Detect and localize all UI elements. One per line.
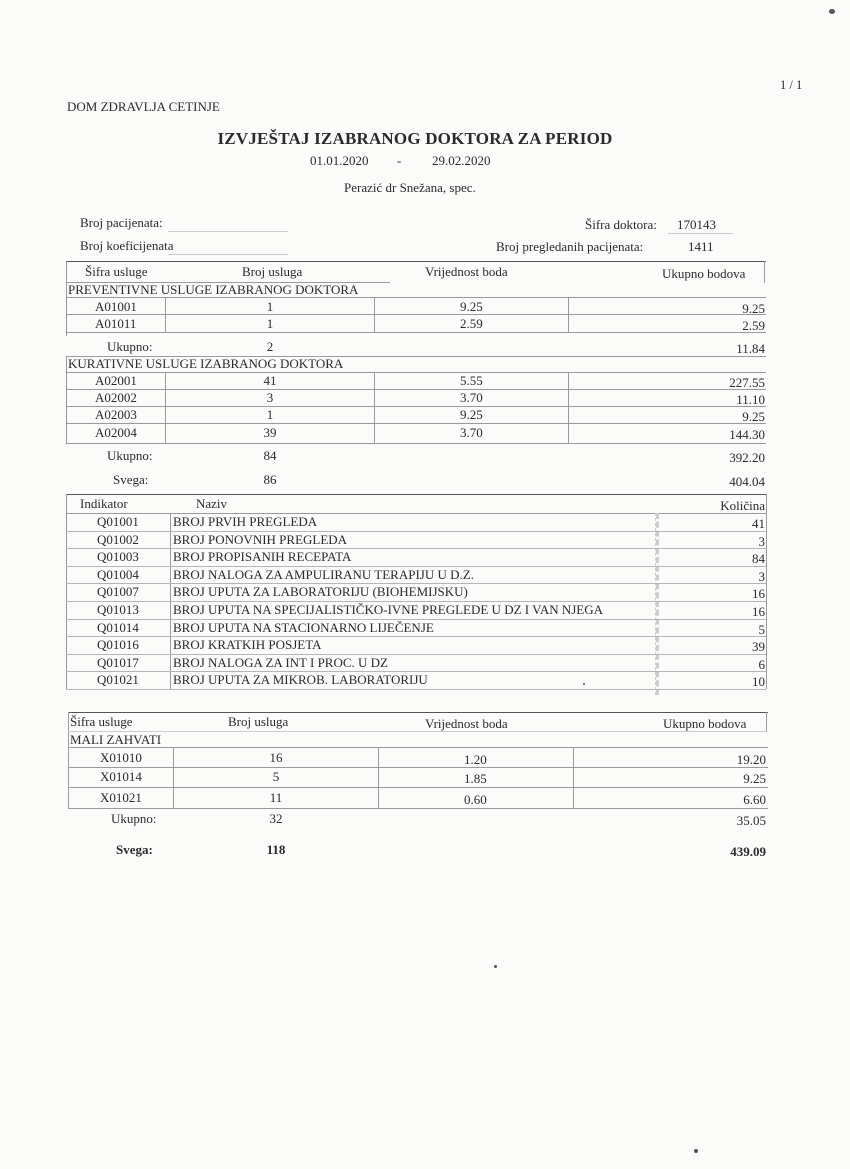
indicator-code: Q01014 (97, 619, 139, 635)
indicators-header-code: Indikator (80, 496, 128, 511)
table-cell-value: 3.70 (460, 390, 483, 405)
table-cell-count: 41 (263, 373, 277, 388)
indicator-code: Q01017 (97, 654, 139, 670)
minor-subtotal-label: Ukupno: (111, 811, 157, 826)
indicator-name: BROJ NALOGA ZA AMPULIRANU TERAPIJU U D.Z. (173, 566, 474, 582)
doctor-code-label: Šifra doktora: (585, 217, 657, 232)
services-header-total: Ukupno bodova (662, 266, 746, 281)
curative-group-title: KURATIVNE USLUGE IZABRANOG DOKTORA (68, 356, 344, 371)
table-cell-code: X01010 (100, 750, 142, 765)
table-cell-count: 3 (266, 390, 274, 405)
indicator-code: Q01003 (97, 549, 139, 565)
table-cell-code: A02003 (95, 407, 137, 422)
table-cell-code: X01021 (100, 790, 142, 805)
indicator-name: BROJ UPUTA NA SPECIJALISTIČKO-IVNE PREGLEDE U DZ I VAN NJEGA (173, 602, 604, 617)
examined-label: Broj pregledanih pacijenata: (496, 239, 644, 254)
row-divider (66, 636, 766, 637)
services-grand-label: Svega: (113, 472, 149, 487)
final-grand-count: 118 (266, 842, 286, 857)
table-cell-count: 5 (272, 769, 280, 784)
indicator-code: Q01021 (97, 672, 139, 688)
indicator-code: Q01016 (97, 637, 139, 653)
table-cell-code: A01011 (95, 316, 137, 331)
curative-subtotal-label: Ukupno: (107, 448, 153, 463)
row-divider (66, 548, 766, 549)
indicator-qty: 39 (752, 639, 765, 655)
scan-speck (829, 9, 835, 14)
patients-label: Broj pacijenata: (80, 215, 163, 230)
table-cell-count: 1 (266, 299, 274, 314)
indicator-code: Q01004 (97, 566, 139, 582)
minor-header-total: Ukupno bodova (663, 716, 747, 731)
table-cell-value: 5.55 (460, 373, 483, 388)
indicators-header-name: Naziv (196, 496, 228, 511)
period-from: 01.01.2020 (310, 153, 369, 168)
examined-value: 1411 (688, 239, 714, 254)
final-grand-label: Svega: (116, 842, 153, 857)
table-cell-total: 9.25 (742, 301, 765, 316)
indicator-qty: 16 (752, 586, 765, 602)
indicator-qty: 16 (752, 604, 765, 619)
report-title: IZVJEŠTAJ IZABRANOG DOKTORA ZA PERIOD (217, 129, 613, 148)
table-cell-value: 0.60 (464, 792, 487, 807)
indicator-code: Q01013 (97, 602, 139, 617)
indicator-code: Q01001 (97, 514, 139, 529)
minor-header-code: Šifra usluge (70, 714, 133, 729)
scan-speck (583, 683, 585, 685)
row-divider (66, 654, 766, 655)
page-number: 1 / 1 (780, 78, 803, 92)
indicator-name: BROJ NALOGA ZA INT I PROC. U DZ (173, 654, 388, 670)
scan-speck (494, 965, 497, 968)
minor-subtotal-count: 32 (269, 811, 283, 826)
services-header-value: Vrijednost boda (425, 264, 508, 279)
period-to: 29.02.2020 (432, 153, 491, 168)
table-cell-code: A02004 (95, 425, 137, 440)
indicator-qty: 3 (758, 533, 765, 549)
table-cell-code: A02001 (95, 373, 137, 388)
indicator-code: Q01002 (97, 531, 139, 547)
curative-subtotal-count: 84 (263, 448, 277, 463)
doctor-name: Perazić dr Snežana, spec. (344, 180, 476, 195)
table-cell-count: 1 (266, 407, 274, 422)
indicator-name: BROJ UPUTA ZA LABORATORIJU (BIOHEMIJSKU) (173, 584, 468, 600)
table-cell-value: 1.85 (464, 771, 487, 786)
table-cell-count: 1 (266, 316, 274, 331)
table-cell-code: A02002 (95, 390, 137, 405)
indicator-qty: 84 (752, 551, 765, 567)
final-grand-total: 439.09 (730, 844, 766, 859)
table-cell-total: 9.25 (743, 771, 766, 786)
indicator-qty: 41 (752, 516, 765, 531)
doctor-code-value: 170143 (677, 217, 716, 232)
table-cell-value: 9.25 (460, 299, 483, 314)
table-cell-total: 9.25 (742, 409, 765, 424)
indicator-qty: 3 (758, 568, 765, 584)
table-cell-total: 19.20 (736, 752, 766, 767)
table-cell-code: A01001 (95, 299, 137, 314)
table-cell-value: 9.25 (460, 407, 483, 422)
minor-header-value: Vrijednost boda (425, 716, 508, 731)
indicator-name: BROJ UPUTA ZA MIKROB. LABORATORIJU (173, 672, 428, 688)
coefficients-label: Broj koeficijenata (80, 238, 174, 253)
indicator-name: BROJ PONOVNIH PREGLEDA (173, 531, 348, 547)
table-cell-total: 2.59 (742, 318, 765, 333)
services-grand-count: 86 (263, 472, 277, 487)
period-separator: - (397, 153, 402, 168)
table-cell-count: 11 (269, 790, 283, 805)
preventive-subtotal-label: Ukupno: (107, 339, 153, 354)
preventive-group-title: PREVENTIVNE USLUGE IZABRANOG DOKTORA (68, 282, 359, 297)
table-cell-count: 39 (263, 425, 277, 440)
row-divider (66, 689, 766, 690)
minor-header-count: Broj usluga (228, 714, 289, 729)
table-cell-code: X01014 (100, 769, 142, 784)
indicator-name: BROJ KRATKIH POSJETA (173, 637, 322, 653)
table-cell-total: 227.55 (729, 375, 765, 390)
row-divider (66, 531, 766, 532)
services-header-count: Broj usluga (242, 264, 303, 279)
table-cell-total: 144.30 (729, 427, 765, 442)
indicator-qty: 5 (758, 621, 765, 637)
table-cell-value: 3.70 (460, 425, 483, 440)
minor-subtotal-total: 35.05 (736, 813, 766, 828)
indicator-name: BROJ PRVIH PREGLEDA (173, 514, 318, 529)
curative-subtotal-total: 392.20 (729, 450, 765, 465)
table-cell-total: 6.60 (743, 792, 766, 807)
indicator-name: BROJ UPUTA NA STACIONARNO LIJEČENJE (173, 619, 434, 635)
indicator-qty: 6 (758, 656, 765, 672)
preventive-subtotal-count: 2 (266, 339, 274, 354)
services-grand-total: 404.04 (729, 474, 765, 489)
table-cell-value: 1.20 (464, 752, 487, 767)
preventive-subtotal-total: 11.84 (736, 341, 765, 356)
table-cell-count: 16 (269, 750, 283, 765)
services-header-code: Šifra usluge (85, 264, 148, 279)
scan-speck (694, 1149, 698, 1153)
indicator-code: Q01007 (97, 584, 139, 600)
table-cell-total: 11.10 (736, 392, 765, 407)
table-cell-value: 2.59 (460, 316, 483, 331)
indicator-name: BROJ PROPISANIH RECEPATA (173, 549, 352, 565)
institution-name: DOM ZDRAVLJA CETINJE (67, 99, 220, 114)
minor-group-title: MALI ZAHVATI (70, 732, 162, 747)
indicators-header-qty: Količina (720, 498, 765, 513)
indicator-qty: 10 (752, 674, 765, 690)
